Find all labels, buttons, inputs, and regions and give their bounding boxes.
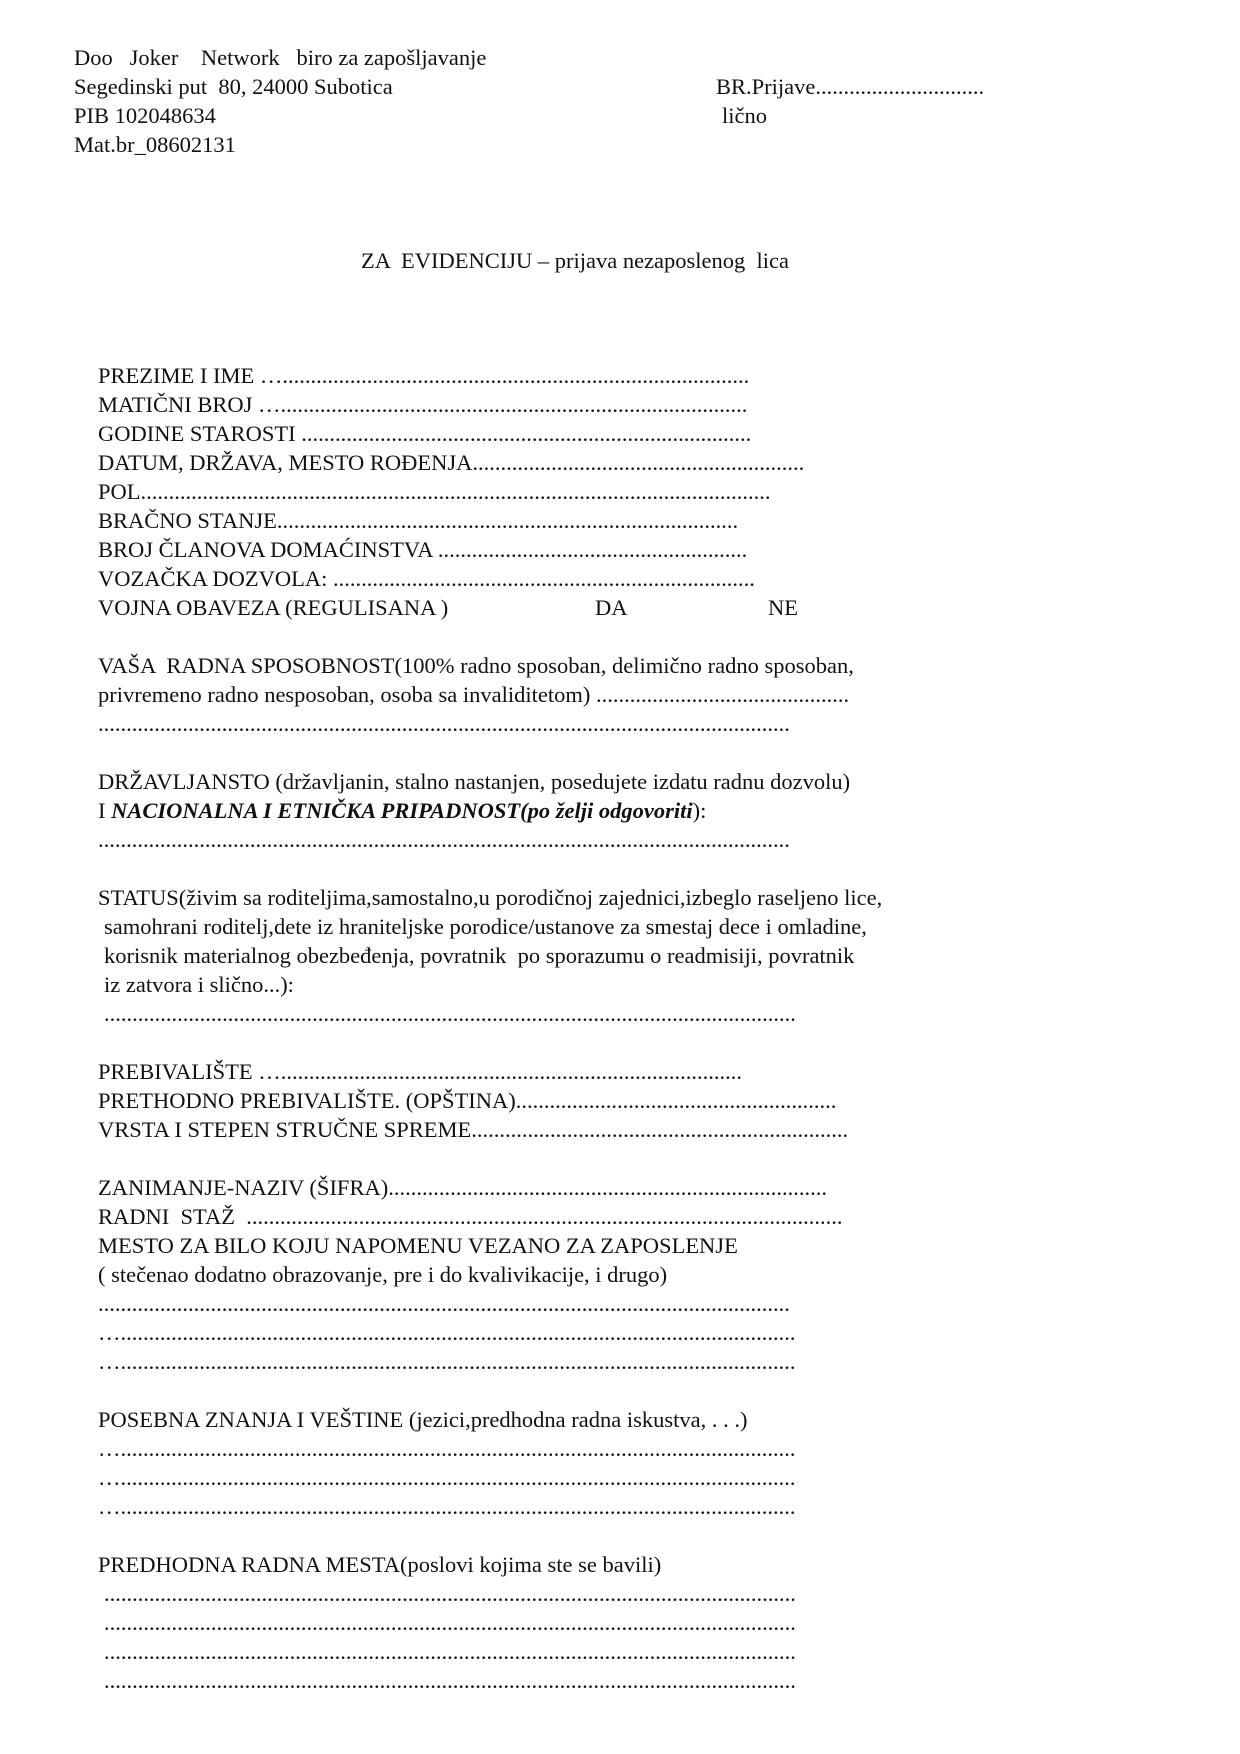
work-ability-label-cont: privremeno radno nesposoban, osoba sa invaliditetom) ............................................. — [98, 682, 850, 707]
company-name: Doo Joker Network biro za zapošljavanje — [74, 45, 487, 70]
company-address: Segedinski put 80, 24000 Subotica — [74, 74, 393, 99]
previous-jobs-dots-3: ........................................................................................................................... — [104, 1639, 796, 1664]
skills-label: POSEBNA ZNANJA I VEŠTINE (jezici,predhodna radna iskustva, . . .) — [98, 1407, 748, 1432]
field-maticni-broj: MATIČNI BROJ …................................................................................... — [98, 392, 748, 417]
field-godine-starosti: GODINE STAROSTI ................................................................................ — [98, 421, 752, 446]
skills-dots-2: …........................................................................................................................ — [98, 1465, 796, 1490]
status-label-cont-2: korisnik materialnog obezbeđenja, povratnik po sporazumu o readmisiji, povratnik — [104, 943, 855, 968]
work-ability-dots: ........................................................................................................................... — [98, 711, 790, 736]
option-ne: NE — [768, 595, 798, 620]
status-label-cont-3: iz zatvora i slično...): — [104, 972, 294, 997]
notes-label: MESTO ZA BILO KOJU NAPOMENU VEZANO ZA ZAPOSLENJE — [98, 1233, 738, 1258]
work-ability-label: VAŠA RADNA SPOSOBNOST(100% radno sposoban, delimično radno sposoban, — [98, 653, 854, 678]
skills-dots-3: …........................................................................................................................ — [98, 1494, 796, 1519]
notes-dots-2: …........................................................................................................................ — [98, 1320, 796, 1345]
nationality-label: I NACIONALNA I ETNIČKA PRIPADNOST(po želji odgovoriti): — [98, 798, 707, 823]
field-broj-clanova: BROJ ČLANOVA DOMAĆINSTVA ....................................................... — [98, 537, 748, 562]
field-bracno-stanje: BRAČNO STANJE.................................................................................. — [98, 508, 739, 533]
status-dots: ........................................................................................................................... — [104, 1001, 796, 1026]
notes-dots-3: …........................................................................................................................ — [98, 1349, 796, 1374]
notes-hint: ( stečenao dodatno obrazovanje, pre i do kvalivikacije, i drugo) — [98, 1262, 668, 1287]
field-prezime-ime: PREZIME I IME …................................................................................... — [98, 363, 750, 388]
skills-dots-1: …........................................................................................................................ — [98, 1436, 796, 1461]
previous-jobs-label: PREDHODNA RADNA MESTA(poslovi kojima ste se bavili) — [98, 1552, 662, 1577]
form-title: ZA EVIDENCIJU – prijava nezaposlenog lica — [361, 248, 790, 273]
br-prijave-field: BR.Prijave.............................. — [716, 74, 985, 99]
previous-jobs-dots-2: ........................................................................................................................... — [104, 1610, 796, 1635]
field-pol: POL................................................................................................................ — [98, 479, 771, 504]
field-datum-rodjenja: DATUM, DRŽAVA, MESTO ROĐENJA........................................................... — [98, 450, 805, 475]
field-prebivaliste: PREBIVALIŠTE ….................................................................................. — [98, 1059, 742, 1084]
citizenship-label: DRŽAVLJANSTO (državljanin, stalno nastanjen, posedujete izdatu radnu dozvolu) — [98, 769, 851, 794]
field-vojna-obaveza: VOJNA OBAVEZA (REGULISANA ) — [98, 595, 449, 620]
company-mat-br: Mat.br_08602131 — [74, 132, 236, 157]
company-pib: PIB 102048634 — [74, 103, 216, 128]
status-label: STATUS(živim sa roditeljima,samostalno,u porodičnoj zajednici,izbeglo raseljeno lice, — [98, 885, 883, 910]
licno-label: lično — [722, 103, 767, 128]
field-radni-staz: RADNI STAŽ .......................................................................................................... — [98, 1204, 843, 1229]
field-prethodno-prebivaliste: PRETHODNO PREBIVALIŠTE. (OPŠTINA)......................................................... — [98, 1088, 837, 1113]
citizenship-dots: ........................................................................................................................... — [98, 827, 790, 852]
previous-jobs-dots-4: ........................................................................................................................... — [104, 1668, 796, 1693]
field-vozacka-dozvola: VOZAČKA DOZVOLA: ........................................................................... — [98, 566, 755, 591]
previous-jobs-dots-1: ........................................................................................................................... — [104, 1581, 796, 1606]
field-strucna-sprema: VRSTA I STEPEN STRUČNE SPREME................................................................... — [98, 1117, 849, 1142]
option-da: DA — [595, 595, 628, 620]
status-label-cont-1: samohrani roditelj,dete iz hraniteljske porodice/ustanove za smestaj dece i omladine, — [104, 914, 867, 939]
field-zanimanje: ZANIMANJE-NAZIV (ŠIFRA).............................................................................. — [98, 1175, 827, 1200]
notes-dots-1: ........................................................................................................................... — [98, 1291, 790, 1316]
